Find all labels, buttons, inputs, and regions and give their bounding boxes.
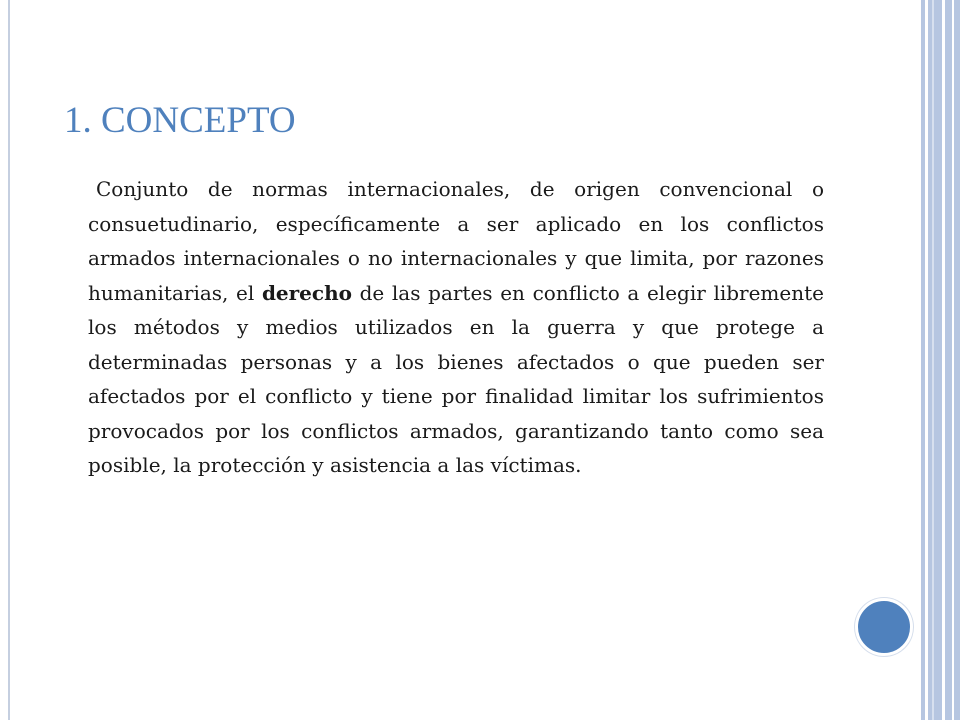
paragraph-text-start: Conjunto de normas internacionales, de origen convencional o consuetudinario, específicamente a ser aplicado en los conflictos armados internacionales o no internacionales y que limita, por razones humanitarias, el <box>88 177 824 305</box>
decorative-stripes <box>918 0 960 720</box>
bold-term: derecho <box>261 280 352 305</box>
accent-circle <box>855 598 913 656</box>
concept-paragraph <box>88 172 824 483</box>
paragraph-text-end: de las partes en conflicto a elegir libremente los métodos y medios utilizados en la guerra y que protege a determinadas personas y a los bienes afectados o que pueden ser afectados por el conflicto y tiene por finalidad limitar los sufrimientos provocados por los conflictos armados, garantizando tanto como sea posible, la protección y asistencia a las víctimas. <box>88 280 824 477</box>
slide-title: 1. CONCEPTO <box>64 100 296 141</box>
